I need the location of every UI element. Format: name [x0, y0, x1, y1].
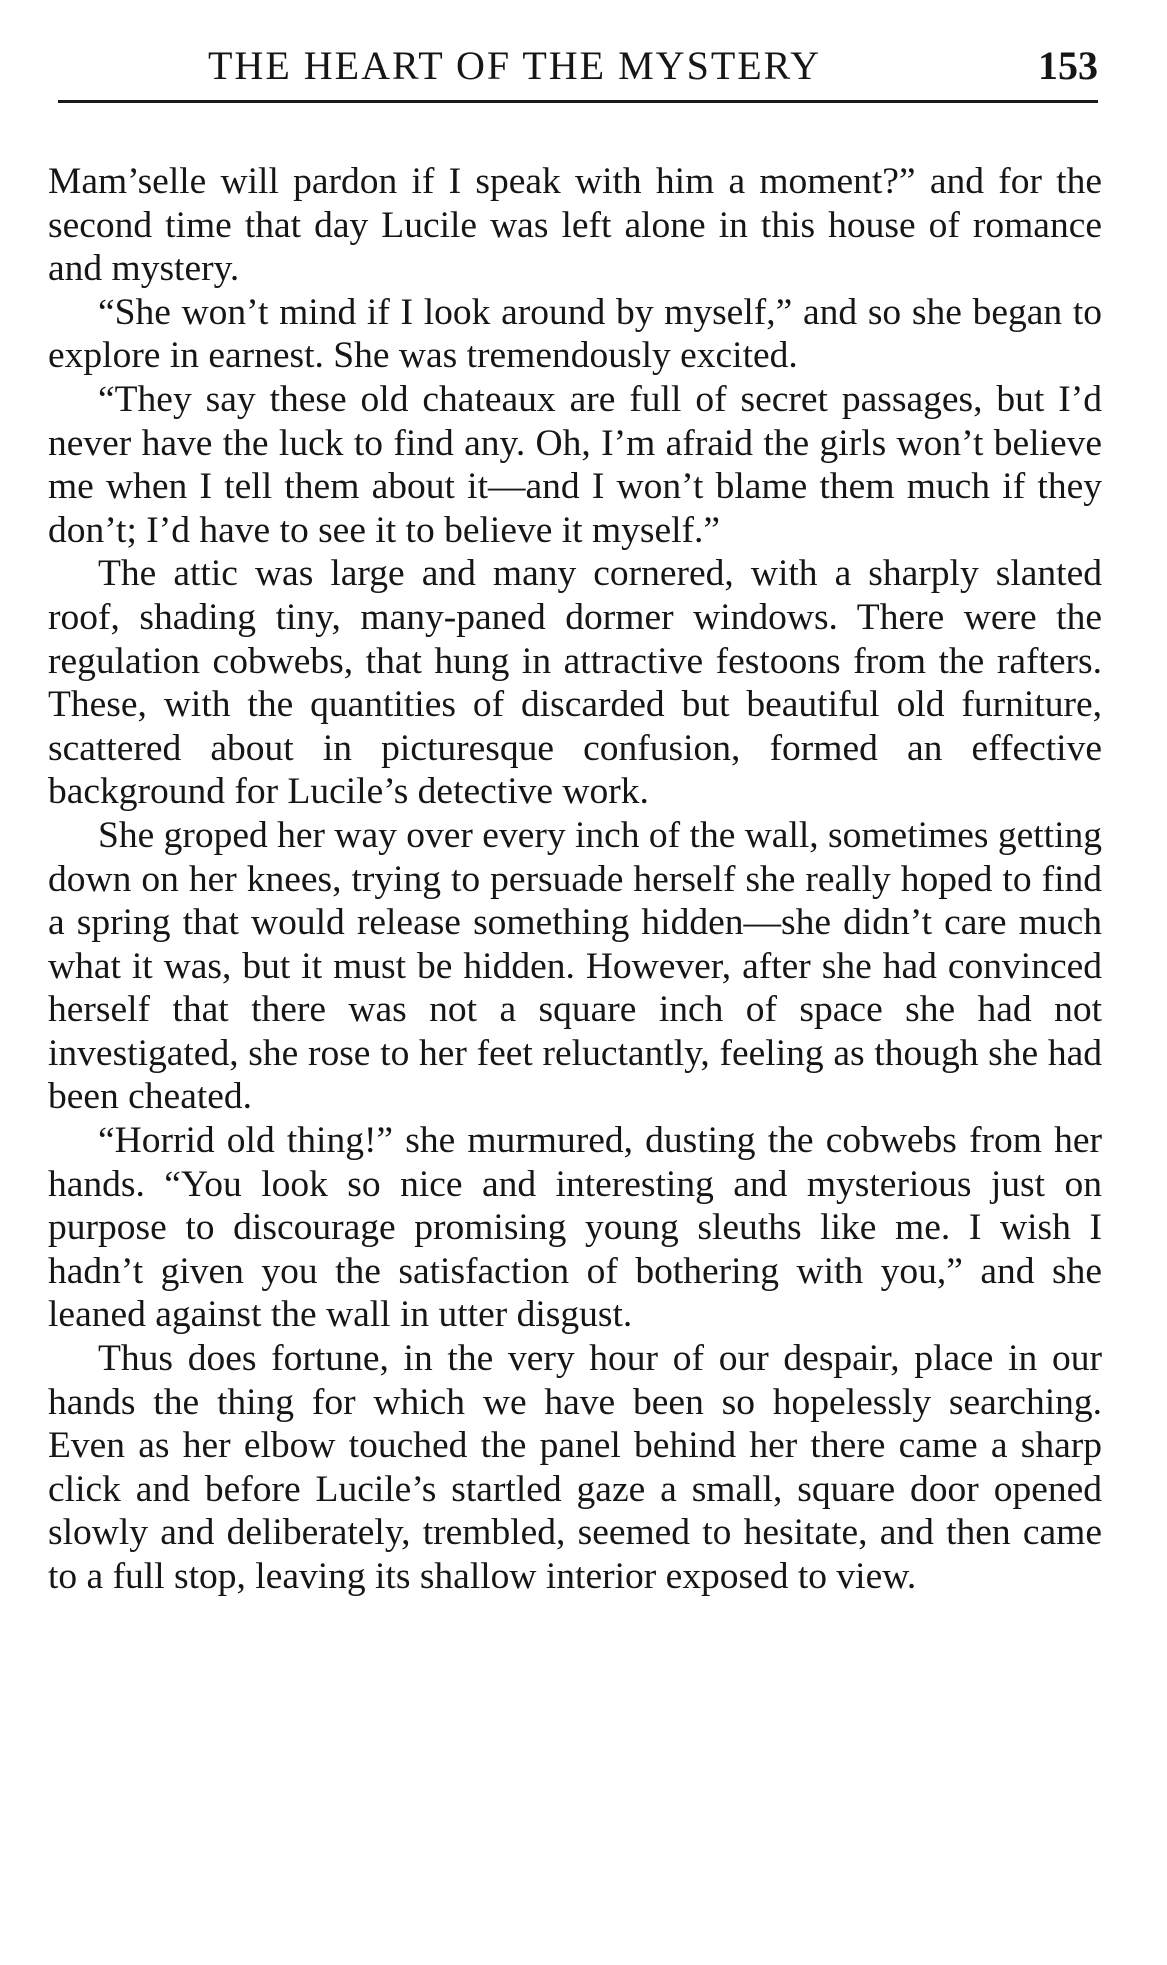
body-text [48, 160, 1102, 1599]
paragraph-7: Thus does fortune, in the very hour of our despair, place in our hands the thing for which we have been so hopelessly searching. Even as her elbow touched the panel behind her there came a sharp click and before Lucile’s startled gaze a small, square door opened slowly and deliberately, trembled, seemed to hesitate, and then came to a full stop, leaving its shallow interior exposed to view. [48, 1338, 1102, 1597]
paragraph-3: “They say these old chateaux are full of secret passages, but I’d never have the luck to find any. Oh, I’m afraid the girls won’t believe me when I tell them about it—and I won’t blame them much if they don’t; I’d have to see it to believe it myself.” [48, 378, 1102, 551]
running-head [58, 38, 1098, 103]
running-title: THE HEART OF THE MYSTERY [208, 43, 822, 88]
paragraph-4: The attic was large and many cornered, with a sharply slanted roof, shading tiny, many-paned dormer windows. There were the regulation cobwebs, that hung in attractive festoons from the rafters. These, with the quantities of discarded but beautiful old furniture, scattered about in picturesque confusion, formed an effective background for Lucile’s detective work. [48, 553, 1102, 813]
paragraph-1: Mam’selle will pardon if I speak with him a moment?” and for the second time that day Lucile was left alone in this house of romance and mystery. [48, 161, 1102, 290]
paragraph-5: She groped her way over every inch of the wall, sometimes getting down on her knees, trying to persuade herself she really hoped to find a spring that would release something hidden—she didn’t care much what it was, but it must be hidden. However, after she had convinced herself that there was not a square inch of space she had not investigated, she rose to her feet reluctantly, feeling as though she had been cheated. [48, 814, 1102, 1118]
paragraph-2: “She won’t mind if I look around by myself,” and so she began to explore in earnest. She was tremendously excited. [48, 291, 1102, 377]
paragraph-6: “Horrid old thing!” she murmured, dusting the cobwebs from her hands. “You look so nice and interesting and mysterious just on purpose to discourage promising young sleuths like me. I wish I hadn’t given you the satisfaction of bothering with you,” and she leaned against the wall in utter disgust. [48, 1120, 1102, 1336]
page-number: 153 [1038, 43, 1098, 88]
